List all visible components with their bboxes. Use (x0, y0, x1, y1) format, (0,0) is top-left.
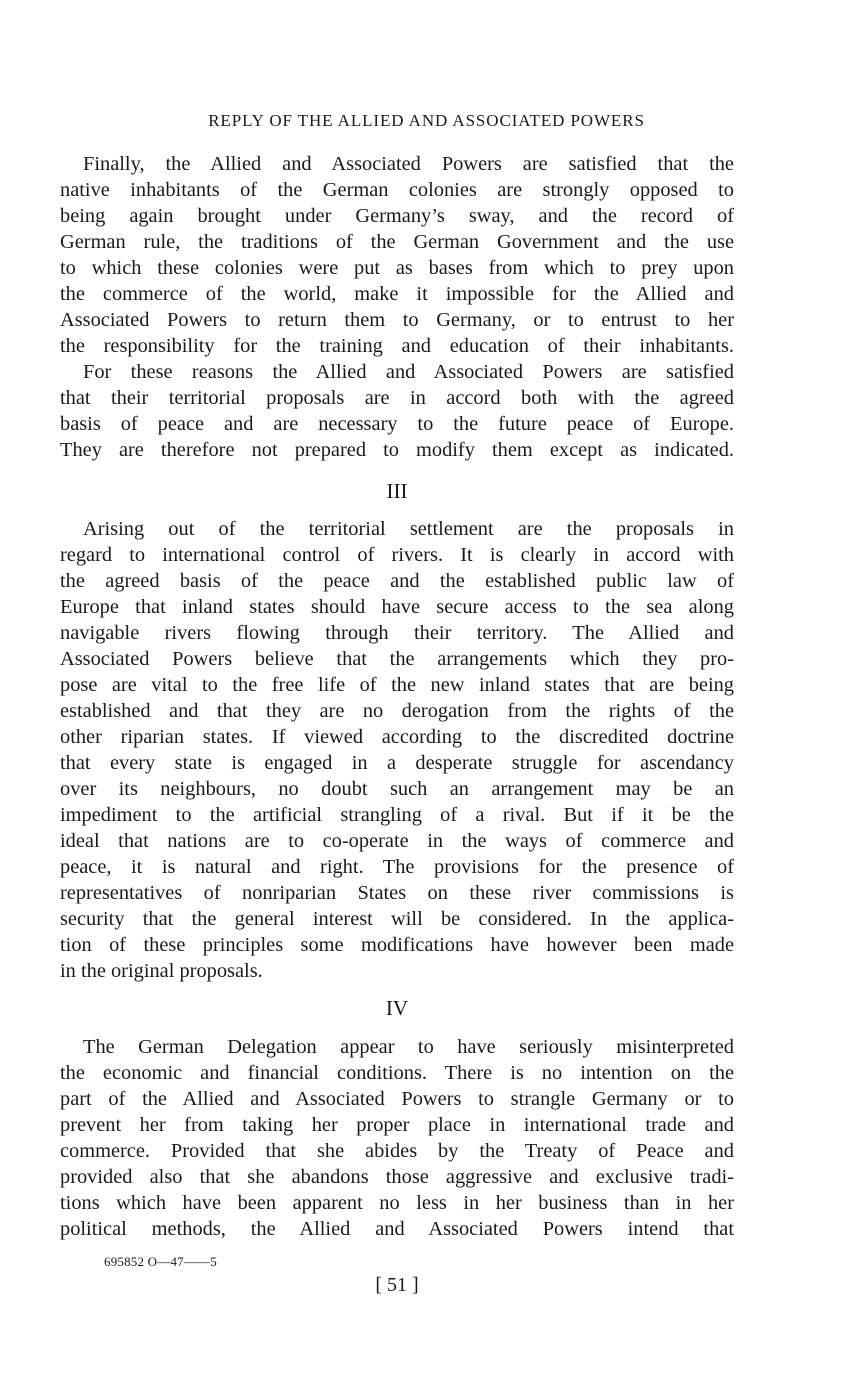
text-line: to which these colonies were put as bases from which to prey upon (60, 257, 734, 279)
text-line: established and that they are no derogation from the rights of the (60, 700, 734, 722)
page-number: [ 51 ] (375, 1274, 419, 1296)
text-line: German rule, the traditions of the German Government and the use (60, 231, 734, 253)
text-line: that every state is engaged in a desperate struggle for ascendancy (60, 752, 734, 774)
text-line: basis of peace and are necessary to the future peace of Europe. (60, 413, 734, 435)
text-line: provided also that she abandons those aggressive and exclusive tradi- (60, 1166, 734, 1188)
paragraph-territorial-proposals (60, 359, 734, 463)
text-line: The German Delegation appear to have seriously misinterpreted (83, 1036, 734, 1058)
text-line: tions which have been apparent no less in her business than in her (60, 1192, 734, 1214)
text-line: representatives of nonriparian States on these river commissions is (60, 882, 734, 904)
text-line: navigable rivers flowing through their territory. The Allied and (60, 622, 734, 644)
text-line: the responsibility for the training and education of their inhabitants. (60, 335, 734, 357)
text-line: impediment to the artificial strangling of a rival. But if it be the (60, 804, 734, 826)
section-heading-iv: IV (385, 996, 409, 1020)
paragraph-colonies (60, 151, 734, 359)
text-line: native inhabitants of the German colonies are strongly opposed to (60, 179, 734, 201)
text-line: They are therefore not prepared to modify them except as indicated. (60, 439, 734, 461)
text-line: Finally, the Allied and Associated Powers are satisfied that the (83, 153, 734, 175)
text-line: Associated Powers to return them to Germany, or to entrust to her (60, 309, 734, 331)
paragraph-rivers (60, 516, 734, 984)
text-line: other riparian states. If viewed according to the discredited doctrine (60, 726, 734, 748)
text-line: tion of these principles some modifications have however been made (60, 934, 734, 956)
text-line: regard to international control of rivers. It is clearly in accord with (60, 544, 734, 566)
text-line: the economic and financial conditions. There is no intention on the (60, 1062, 734, 1084)
text-line: part of the Allied and Associated Powers to strangle Germany or to (60, 1088, 734, 1110)
running-head: REPLY OF THE ALLIED AND ASSOCIATED POWERS (208, 111, 645, 130)
text-line: For these reasons the Allied and Associated Powers are satisfied (83, 361, 734, 383)
text-line: being again brought under Germany’s sway, and the record of (60, 205, 734, 227)
text-line: in the original proposals. (60, 960, 263, 982)
text-line: Associated Powers believe that the arrangements which they pro- (60, 648, 734, 670)
text-line: over its neighbours, no doubt such an arrangement may be an (60, 778, 734, 800)
text-line: Europe that inland states should have secure access to the sea along (60, 596, 734, 618)
text-line: the agreed basis of the peace and the established public law of (60, 570, 734, 592)
text-line: security that the general interest will be considered. In the applica- (60, 908, 734, 930)
text-line: prevent her from taking her proper place in international trade and (60, 1114, 734, 1136)
text-line: commerce. Provided that she abides by the Treaty of Peace and (60, 1140, 734, 1162)
text-line: the commerce of the world, make it impossible for the Allied and (60, 283, 734, 305)
text-line: political methods, the Allied and Associated Powers intend that (60, 1218, 734, 1240)
section-heading-iii: III (386, 479, 408, 503)
paragraph-economic-conditions (60, 1034, 734, 1242)
text-line: peace, it is natural and right. The provisions for the presence of (60, 856, 734, 878)
text-line: pose are vital to the free life of the new inland states that are being (60, 674, 734, 696)
print-code: 695852 O—47——5 (104, 1254, 217, 1269)
text-line: that their territorial proposals are in accord both with the agreed (60, 387, 734, 409)
text-line: ideal that nations are to co-operate in the ways of commerce and (60, 830, 734, 852)
text-line: Arising out of the territorial settlement are the proposals in (83, 518, 734, 540)
